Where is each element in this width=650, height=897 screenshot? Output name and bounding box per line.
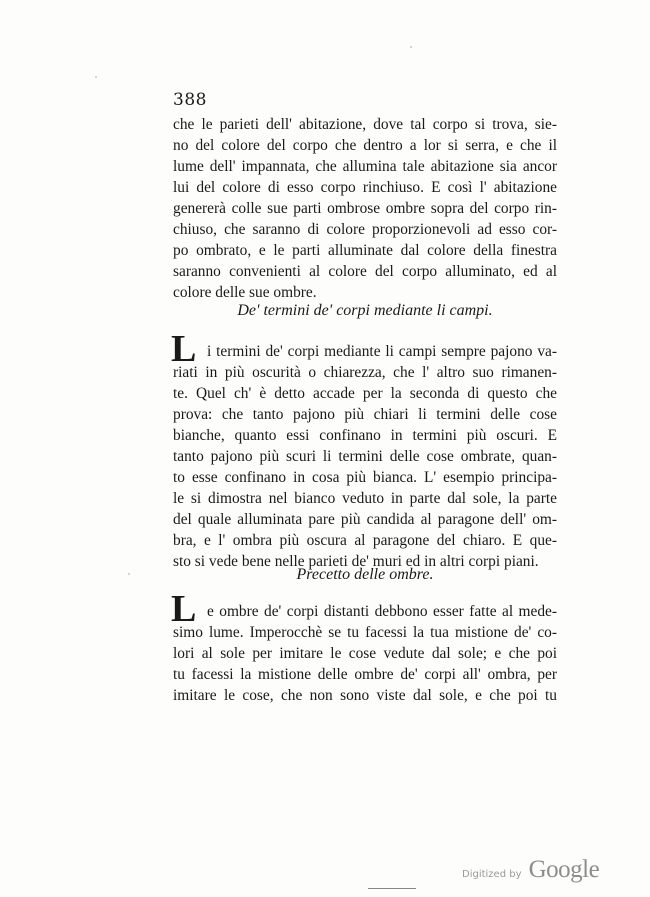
text-line: bianche, quanto essi confinano in termini più oscuri. E <box>173 427 557 444</box>
text-line: lui del colore di esso corpo rinchiuso. E così l' abitazione <box>173 179 557 196</box>
text-line: sto si vede bene nelle parieti de' muri ed in altri corpi piani. <box>173 553 539 570</box>
text-line: del quale alluminata pare più candida al paragone dell' om- <box>173 511 557 528</box>
text-line: genererà colle sue parti ombrose ombre sopra del corpo rin- <box>173 200 557 217</box>
text-line: e ombre de' corpi distanti debbono esser fatte al mede- <box>207 603 557 620</box>
paper-speck <box>410 46 412 48</box>
text-line: tanto pajono più scuri li termini delle cose ombrate, quan- <box>173 448 557 465</box>
text-line: po ombrato, e le parti alluminate dal colore della finestra <box>173 242 557 259</box>
watermark-prefix: Digitized by <box>462 869 522 880</box>
text-line: to esse confinano in cosa più bianca. L' esempio principa- <box>173 469 557 486</box>
paragraph-2 <box>173 341 557 572</box>
paper-speck <box>128 573 130 575</box>
paragraph-3 <box>173 601 557 706</box>
text-line: te. Quel ch' è detto accade per la seconda di questo che <box>173 385 557 402</box>
text-line: i termini de' corpi mediante li campi sempre pajono va- <box>207 343 557 360</box>
text-line: imitare le cose, che non sono viste dal sole, e che poi tu <box>173 687 557 704</box>
text-line: chiuso, che saranno di colore proporzionevoli ad esso cor- <box>173 221 557 238</box>
text-line: simo lume. Imperocchè se tu facessi la tua mistione de' co- <box>173 624 557 641</box>
text-line: prova: che tanto pajono più chiari li termini delle cose <box>173 406 557 423</box>
paper-speck <box>95 76 97 78</box>
text-line: lume dell' impannata, che allumina tale abitazione sia ancor <box>173 158 557 175</box>
text-line: che le parieti dell' abitazione, dove tal corpo si trova, sie- <box>173 116 557 133</box>
section-heading: De' termini de' corpi mediante li campi. <box>237 302 493 319</box>
drop-cap: L <box>171 328 197 370</box>
text-line: saranno convenienti al colore del corpo alluminato, ed al <box>173 263 557 280</box>
page-number: 388 <box>173 90 207 110</box>
text-line: le si dimostra nel bianco veduto in parte dal sole, la parte <box>173 490 557 507</box>
text-line: riati in più oscurità o chiarezza, che l' altro suo rimanen- <box>173 364 557 381</box>
drop-cap: L <box>171 588 197 630</box>
text-line: tu facessi la mistione delle ombre de' corpi all' ombra, per <box>173 666 557 683</box>
text-line: bra, e l' ombra più oscura al paragone del chiaro. E que- <box>173 532 557 549</box>
footer-rule <box>368 888 416 889</box>
text-line: lori al sole per imitare le cose vedute dal sole; e che poi <box>173 645 557 662</box>
google-logo: Google <box>528 856 600 883</box>
paragraph-1 <box>173 114 557 303</box>
text-line: colore delle sue ombre. <box>173 284 317 301</box>
text-line: no del colore del corpo che dentro a lor si serra, e che il <box>173 137 557 154</box>
digitized-watermark <box>462 856 599 884</box>
section-heading: Precetto delle ombre. <box>296 566 434 583</box>
